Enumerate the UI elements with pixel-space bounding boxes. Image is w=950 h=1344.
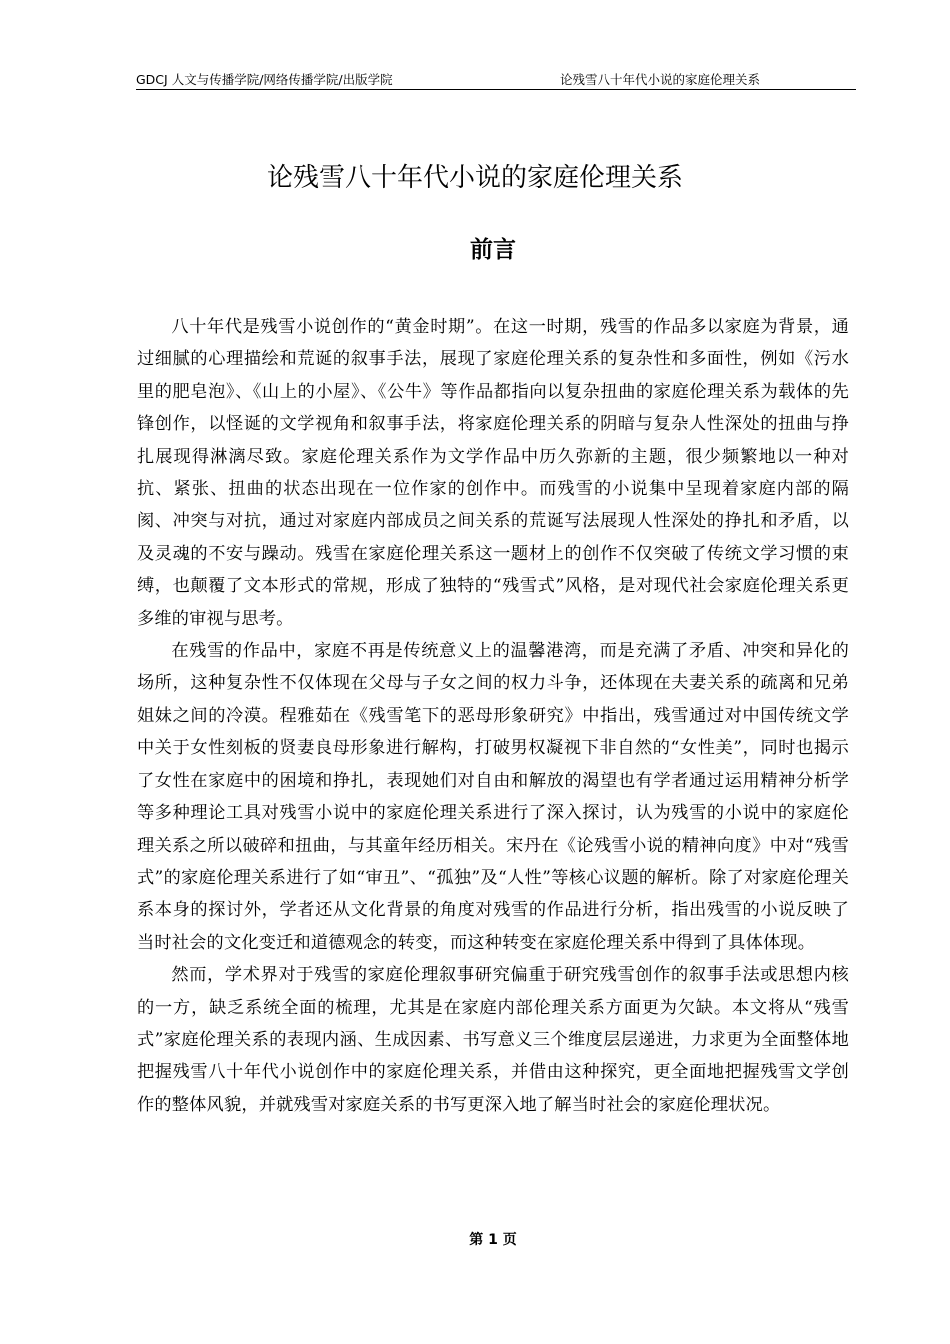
header-running-title: 论残雪八十年代小说的家庭伦理关系 [560, 72, 761, 87]
paragraph-2: 在残雪的作品中，家庭不再是传统意义上的温馨港湾，而是充满了矛盾、冲突和异化的场所，这种复杂性不仅体现在父母与子女之间的权力斗争，还体现在夫妻关系的疏离和兄弟姐妹之间的冷漠。程雅茹在《残雪笔下的恶母形象研究》中指出，残雪通过对中国传统文学中关于女性刻板的贤妻良母形象进行解构，打破男权凝视下非自然的“女性美”，同时也揭示了女性在家庭中的困境和挣扎，表现她们对自由和解放的渴望也有学者通过运用精神分析学等多种理论工具对残雪小说中的家庭伦理关系进行了深入探讨，认为残雪的小说中的家庭伦理关系之所以破碎和扭曲，与其童年经历相关。宋丹在《论残雪小说的精神向度》中对“残雪式”的家庭伦理关系进行了如“审丑”、“孤独”及“人性”等核心议题的解析。除了对家庭伦理关系本身的探讨外，学者还从文化背景的角度对残雪的作品进行分析，指出残雪的小说反映了当时社会的文化变迁和道德观念的转变，而这种转变在家庭伦理关系中得到了具体体现。 [137, 641, 849, 953]
body-text [137, 311, 849, 1121]
section-heading: 前言 [470, 237, 516, 263]
page-number: 第 1 页 [469, 1232, 517, 1248]
document-title: 论残雪八十年代小说的家庭伦理关系 [266, 163, 683, 193]
paragraph-3: 然而，学术界对于残雪的家庭伦理叙事研究偏重于研究残雪创作的叙事手法或思想内核的一方，缺乏系统全面的梳理，尤其是在家庭内部伦理关系方面更为欠缺。本文将从“残雪式”家庭伦理关系的表现内涵、生成因素、书写意义三个维度层层递进，力求更为全面整体地把握残雪八十年代小说创作中的家庭伦理关系，并借由这种探究，更全面地把握残雪文学创作的整体风貌，并就残雪对家庭关系的书写更深入地了解当时社会的家庭伦理状况。 [137, 965, 849, 1115]
paragraph-1: 八十年代是残雪小说创作的“黄金时期”。在这一时期，残雪的作品多以家庭为背景，通过细腻的心理描绘和荒诞的叙事手法，展现了家庭伦理关系的复杂性和多面性，例如《污水里的肥皂泡》、《山上的小屋》、《公牛》等作品都指向以复杂扭曲的家庭伦理关系为载体的先锋创作，以怪诞的文学视角和叙事手法，将家庭伦理关系的阴暗与复杂人性深处的扭曲与挣扎展现得淋漓尽致。家庭伦理关系作为文学作品中历久弥新的主题，很少频繁地以一种对抗、紧张、扭曲的状态出现在一位作家的创作中。而残雪的小说集中呈现着家庭内部的隔阂、冲突与对抗，通过对家庭内部成员之间关系的荒诞写法展现人性深处的挣扎和矛盾，以及灵魂的不安与躁动。残雪在家庭伦理关系这一题材上的创作不仅突破了传统文学习惯的束缚，也颠覆了文本形式的常规，形成了独特的“残雪式”风格，是对现代社会家庭伦理关系更多维的审视与思考。 [137, 317, 849, 629]
header-institution: GDCJ 人文与传播学院/网络传播学院/出版学院 [136, 72, 393, 87]
page-header [136, 72, 856, 90]
